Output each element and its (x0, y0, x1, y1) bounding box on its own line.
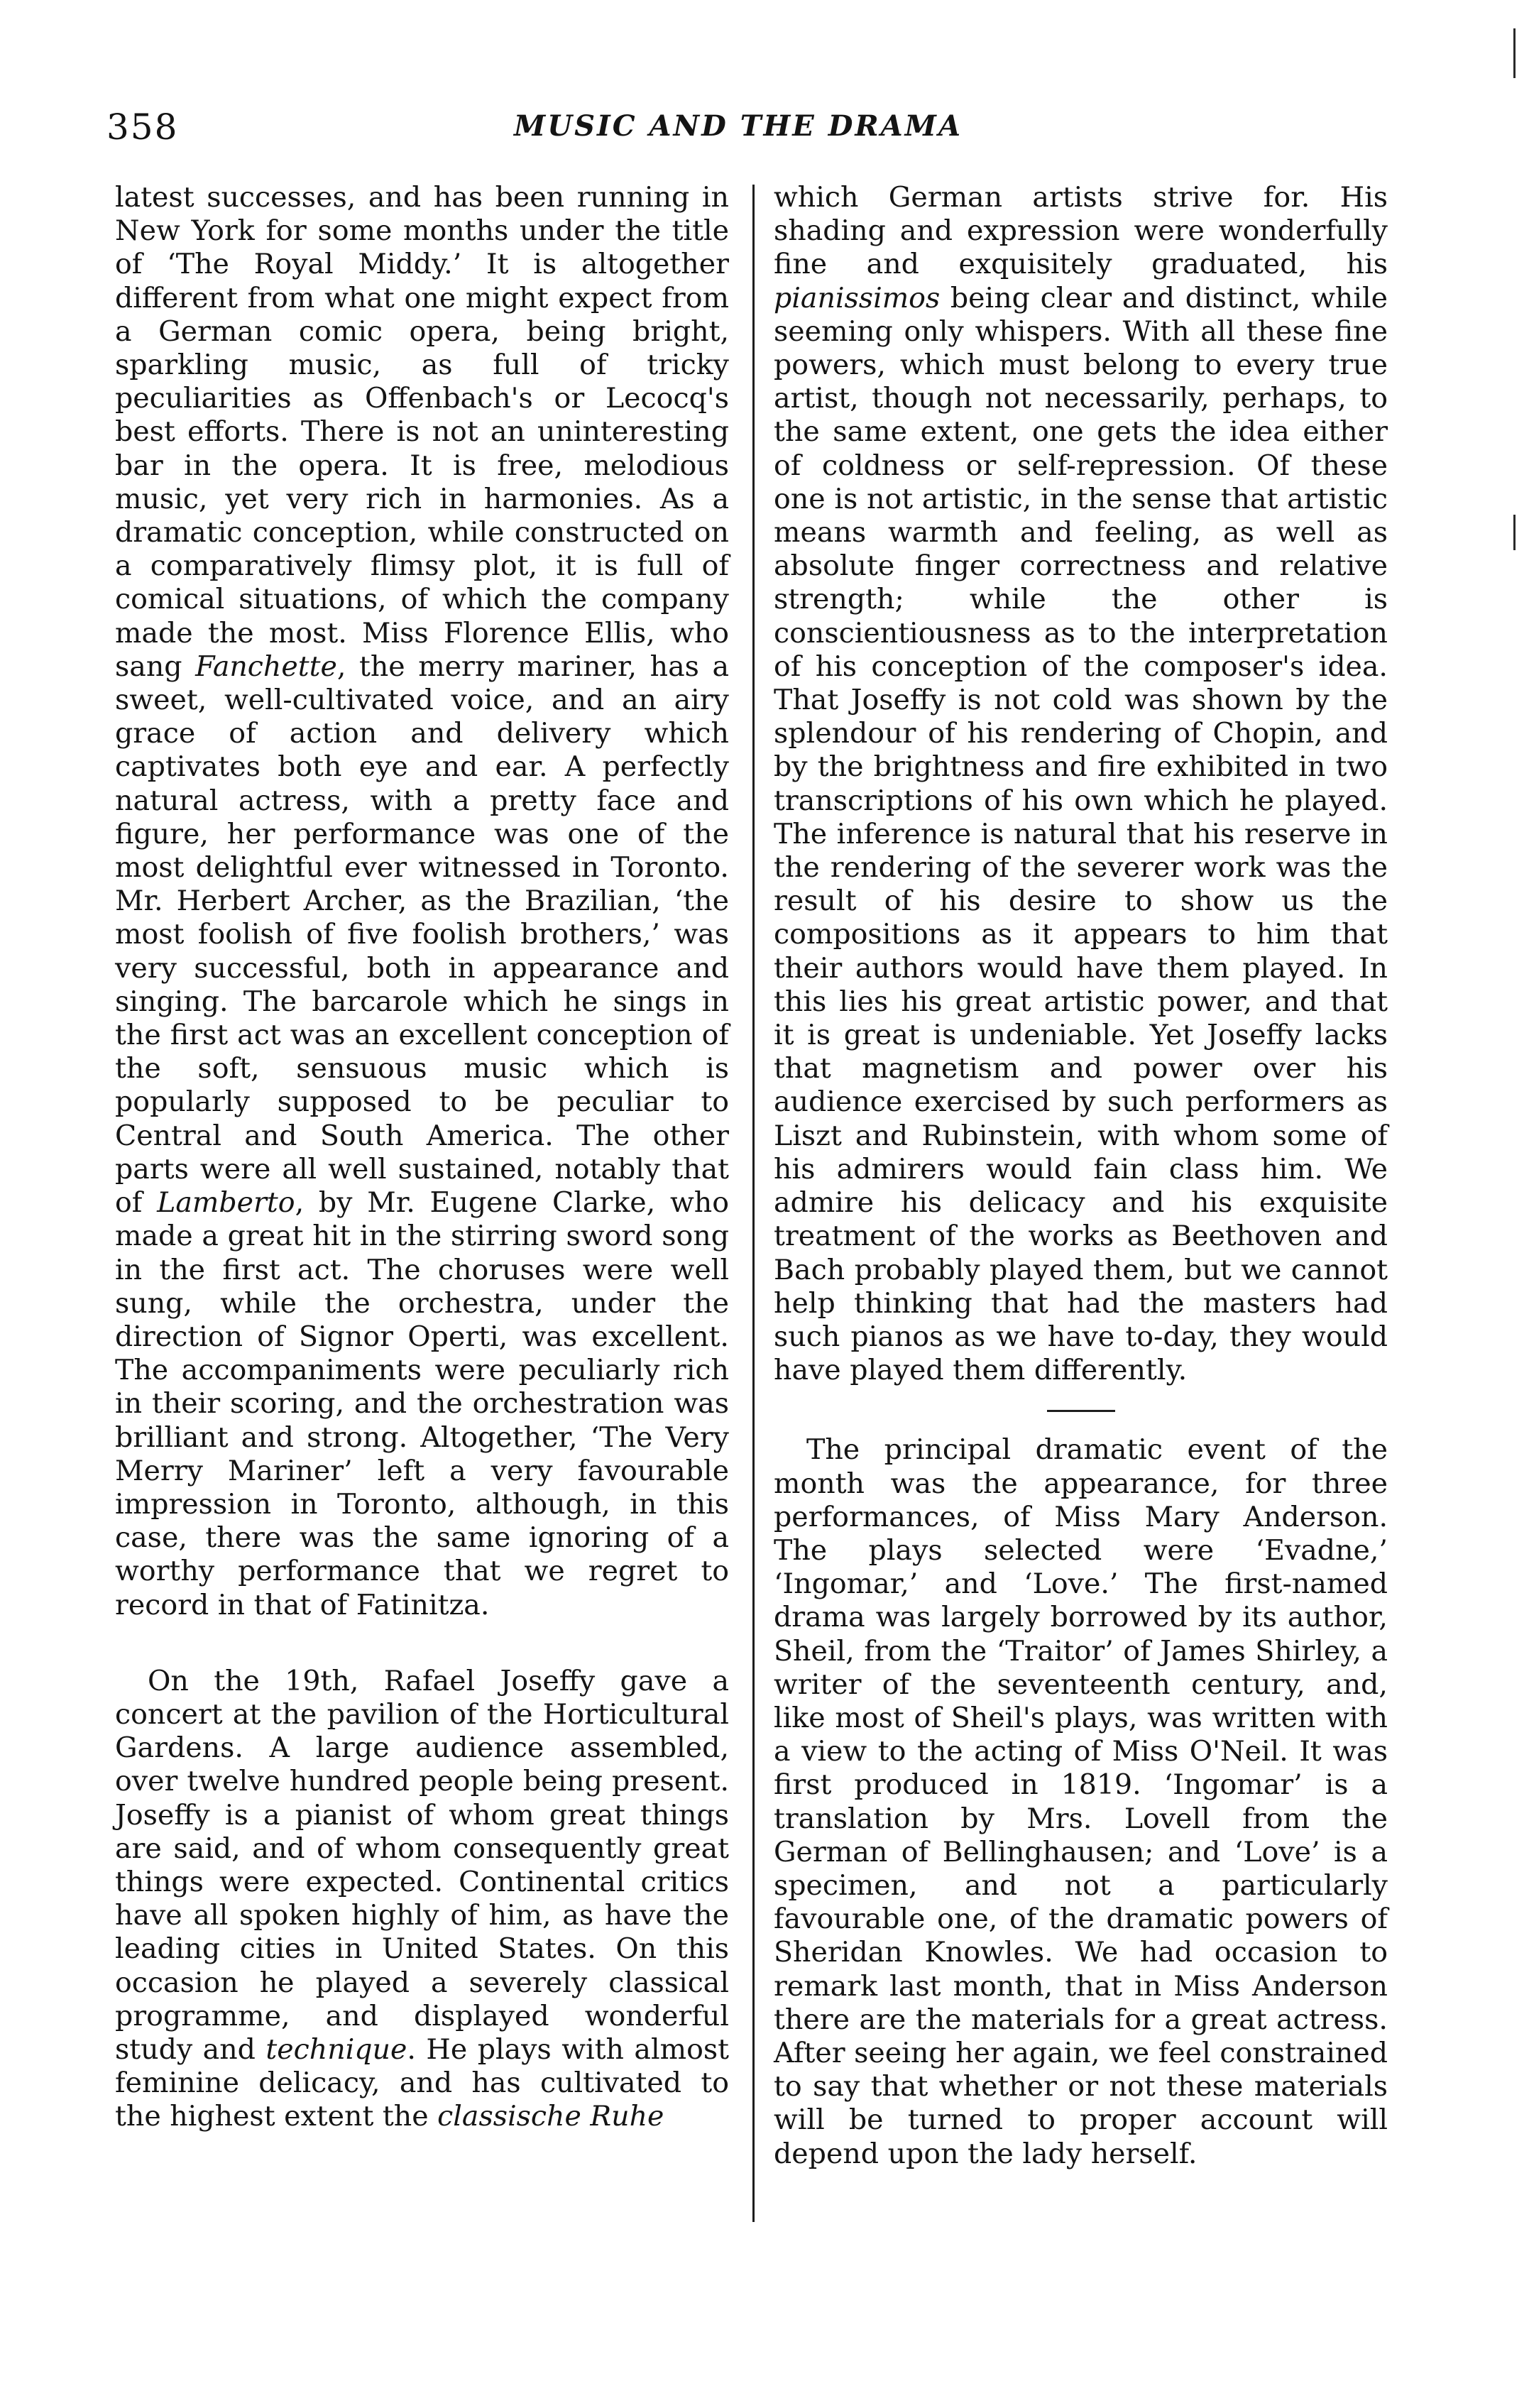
column-rule (752, 185, 755, 2222)
left-column (115, 181, 729, 2134)
text-run: which German artists strive for. His shading and expression were wonderfully fine and exquisitely graduated, his (774, 181, 1388, 281)
paragraph-gap (774, 1412, 1388, 1433)
paragraph-gap (115, 1622, 729, 1665)
paragraph-gap (774, 1387, 1388, 1410)
italic-term: classische Ruhe (437, 2100, 664, 2133)
italic-role-name: Fanchette (195, 650, 337, 683)
text-run: , by Mr. Eugene Clarke, who made a great hit in the stirring sword song in the first act. The choruses were well sung, while the orchestra, under the direction of Signor Operti, was excellent. The accompaniments were peculiarly rich in their scoring, and the orchestration was brilliant and strong. Altogether, ‘The Very Merry Mariner’ left a very favourable impression in Toronto, although, in this case, there was the same ignoring of a worthy performance that we regret to record in that of Fatinitza. (115, 1186, 729, 1621)
page-header (106, 106, 1370, 156)
text-run: latest successes, and has been running in New York for some months under the title of ‘The Royal Middy.’ It is altogether different from what one might expect from a German comic opera, being bright, sparkling music, as full of tricky peculiarities as Offenbach's or Lecocq's best efforts. There is not an uninteresting bar in the opera. It is free, melodious music, yet very rich in harmonies. As a dramatic conception, while constructed on a comparatively flimsy plot, it is full of comical situations, of which the company made the most. Miss Florence Ellis, who sang (115, 181, 729, 683)
text-run: , the merry mariner, has a sweet, well-cultivated voice, and an airy grace of action and delivery which captivates both eye and ear. A perfectly natural actress, with a pretty face and figure, her performance was one of the most delightful ever witnessed in Toronto. Mr. Herbert Archer, as the Brazilian, ‘the most foolish of five foolish brothers,’ was very successful, both in appearance and singing. The barcarole which he sings in the first act was an excellent conception of the soft, sensuous music which is popularly supposed to be peculiar to Central and South America. The other parts were all well sustained, notably that of (115, 650, 729, 1220)
page-number: 358 (106, 106, 179, 148)
italic-term: pianissimos (774, 281, 941, 314)
text-run: On the 19th, Rafael Joseffy gave a concert at the pavilion of the Horticultural Gardens. A large audience assembled, over twelve hundred people being present. Joseffy is a pianist of whom great things are said, and of whom consequently great things were expected. Continental critics have all spoken highly of him, as have the leading cities in United States. On this occasion he played a severely classical programme, and displayed wonderful study and (115, 1664, 729, 2066)
right-column (774, 181, 1388, 2171)
italic-role-name: Lamberto (157, 1186, 295, 1220)
paragraph-joseffy-continued (774, 181, 1388, 1387)
text-run: . He plays with almost feminine delicacy, and has cultivated to the highest extent the (115, 2032, 729, 2133)
text-run: being clear and distinct, while seeming only whispers. With all these fine powers, which must belong to every true artist, though not necessarily, perhaps, to the same extent, one gets the idea either of coldness or self-repression. Of these one is not artistic, in the sense that artistic means warmth and feeling, as well as absolute finger correctness and relative strength; while the other is conscientiousness as to the interpretation of his conception of the composer's idea. That Joseffy is not cold was shown by the splendour of his rendering of Chopin, and by the brightness and fire exhibited in two transcriptions of his own which he played. The inference is natural that his reserve in the rendering of the severer work was the result of his desire to show us the compositions as it appears to him that their authors would have them played. In this lies his great artistic power, and that it is great is undeniable. Yet Joseffy lacks that magnetism and power over his audience exercised by such performers as Liszt and Rubinstein, with whom some of his admirers would fain class him. We admire his delicacy and his exquisite treatment of the works as Beethoven and Bach probably played them, but we cannot help thinking that had the masters had such pianos as we have to-day, they would have played them differently. (774, 281, 1388, 1387)
running-title: MUSIC AND THE DRAMA (514, 109, 963, 143)
italic-term: technique (265, 2032, 407, 2066)
paragraph-mary-anderson: The principal dramatic event of the month was the appearance, for three performances, of Miss Mary Anderson. The plays selected were ‘Evadne,’ ‘Ingomar,’ and ‘Love.’ The first-named drama was largely borrowed by its author, Sheil, from the ‘Traitor’ of James Shirley, a writer of the seventeenth century, and, like most of Sheil's plays, was written with a view to the acting of Miss O'Neil. It was first produced in 1819. ‘Ingomar’ is a translation by Mrs. Lovell from the German of Bellinghausen; and ‘Love’ is a specimen, and not a particularly favourable one, of the dramatic powers of Sheridan Knowles. We had occasion to remark last month, that in Miss Anderson there are the materials for a great actress. After seeing her again, we feel constrained to say that whether or not these materials will be turned to proper account will depend upon the lady herself. (774, 1433, 1388, 2170)
margin-mark (1513, 28, 1516, 78)
paragraph-opera-review (115, 181, 729, 1622)
paragraph-joseffy-concert (115, 1665, 729, 2134)
margin-mark (1513, 515, 1516, 550)
